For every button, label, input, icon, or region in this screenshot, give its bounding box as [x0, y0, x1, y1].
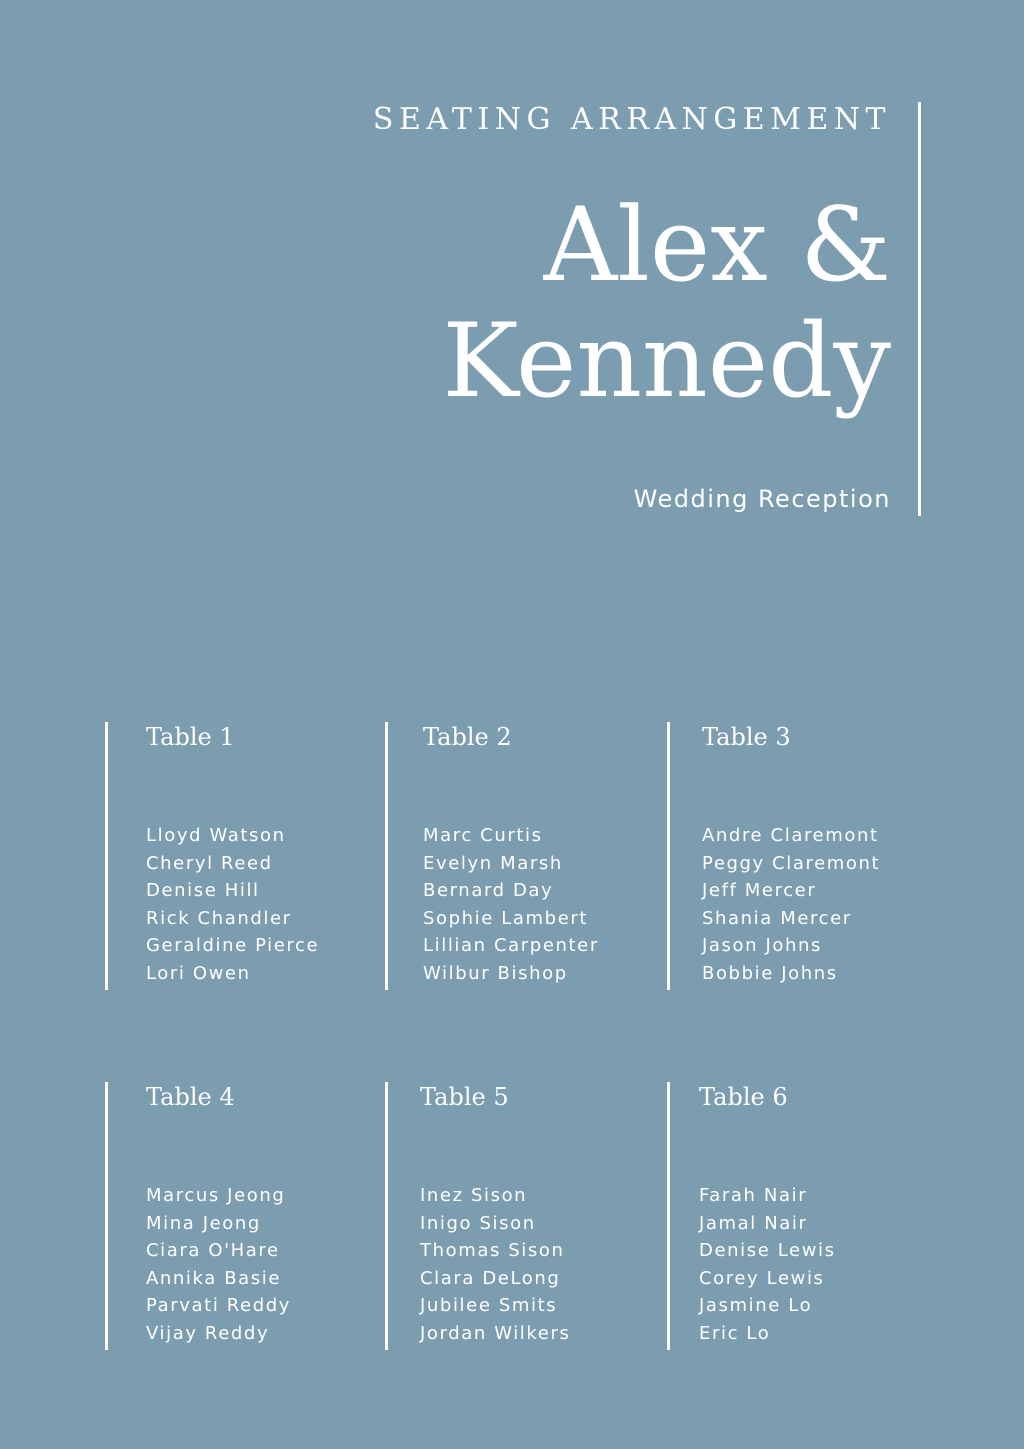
guest-name: Corey Lewis — [699, 1267, 825, 1289]
guest-name: Sophie Lambert — [423, 907, 589, 929]
guest-name: Thomas Sison — [420, 1240, 565, 1262]
guest-list — [423, 822, 599, 988]
table-divider — [385, 1082, 388, 1350]
table-card-4 — [105, 1082, 365, 1350]
guest-list — [702, 822, 880, 988]
guest-name: Clara DeLong — [420, 1267, 561, 1289]
guest-name: Geraldine Pierce — [146, 935, 320, 957]
table-title: Table 3 — [702, 723, 791, 751]
guest-name: Inez Sison — [420, 1185, 528, 1206]
table-card-1 — [105, 722, 365, 990]
guest-name: Bernard Day — [423, 880, 554, 902]
guest-list — [146, 1182, 291, 1348]
guest-name: Mina Jeong — [146, 1212, 261, 1234]
table-card-6 — [667, 1082, 927, 1350]
table-title: Table 5 — [420, 1083, 509, 1111]
guest-name: Farah Nair — [699, 1185, 808, 1206]
guest-name: Marcus Jeong — [146, 1185, 286, 1206]
table-title: Table 2 — [423, 723, 512, 751]
guest-name: Jubilee Smits — [420, 1295, 558, 1317]
guest-name: Denise Lewis — [699, 1240, 836, 1262]
guest-name: Lillian Carpenter — [423, 935, 599, 957]
guest-name: Rick Chandler — [146, 907, 292, 929]
guest-name: Jasmine Lo — [699, 1295, 813, 1317]
table-divider — [385, 722, 388, 990]
guest-name: Jordan Wilkers — [420, 1322, 571, 1344]
event-subtitle: Wedding Reception — [633, 485, 891, 513]
table-divider — [667, 722, 670, 990]
table-card-2 — [385, 722, 645, 990]
table-card-5 — [385, 1082, 645, 1350]
guest-name: Annika Basie — [146, 1267, 282, 1289]
table-divider — [105, 722, 108, 990]
guest-name: Evelyn Marsh — [423, 852, 563, 874]
guest-name: Parvati Reddy — [146, 1295, 292, 1317]
guest-name: Vijay Reddy — [146, 1322, 270, 1344]
guest-name: Lloyd Watson — [146, 825, 286, 846]
guest-name: Inigo Sison — [420, 1212, 536, 1234]
guest-name: Peggy Claremont — [702, 852, 881, 874]
guest-name: Bobbie Johns — [702, 962, 838, 984]
guest-name: Marc Curtis — [423, 825, 543, 846]
table-title: Table 1 — [146, 723, 235, 751]
guest-name: Eric Lo — [699, 1322, 771, 1344]
couple-names — [443, 188, 892, 420]
table-title: Table 6 — [699, 1083, 788, 1111]
guest-name: Jeff Mercer — [702, 880, 817, 902]
guest-list — [146, 822, 319, 988]
guest-name: Jason Johns — [702, 935, 822, 957]
table-divider — [667, 1082, 670, 1350]
table-title: Table 4 — [146, 1083, 235, 1111]
guest-name: Cheryl Reed — [146, 852, 273, 874]
table-card-3 — [667, 722, 927, 990]
guest-name: Andre Claremont — [702, 825, 879, 846]
couple-names-line-1: Alex & — [543, 186, 891, 305]
guest-list — [699, 1182, 836, 1348]
guest-name: Jamal Nair — [699, 1212, 808, 1234]
guest-name: Shania Mercer — [702, 907, 852, 929]
guest-name: Wilbur Bishop — [423, 962, 568, 984]
guest-list — [420, 1182, 570, 1348]
guest-name: Ciara O'Hare — [146, 1240, 280, 1262]
couple-names-line-2: Kennedy — [442, 302, 891, 421]
guest-name: Denise Hill — [146, 880, 260, 902]
table-divider — [105, 1082, 108, 1350]
header-divider — [918, 102, 921, 516]
seating-arrangement-heading: SEATING ARRANGEMENT — [372, 102, 891, 137]
guest-name: Lori Owen — [146, 962, 251, 984]
